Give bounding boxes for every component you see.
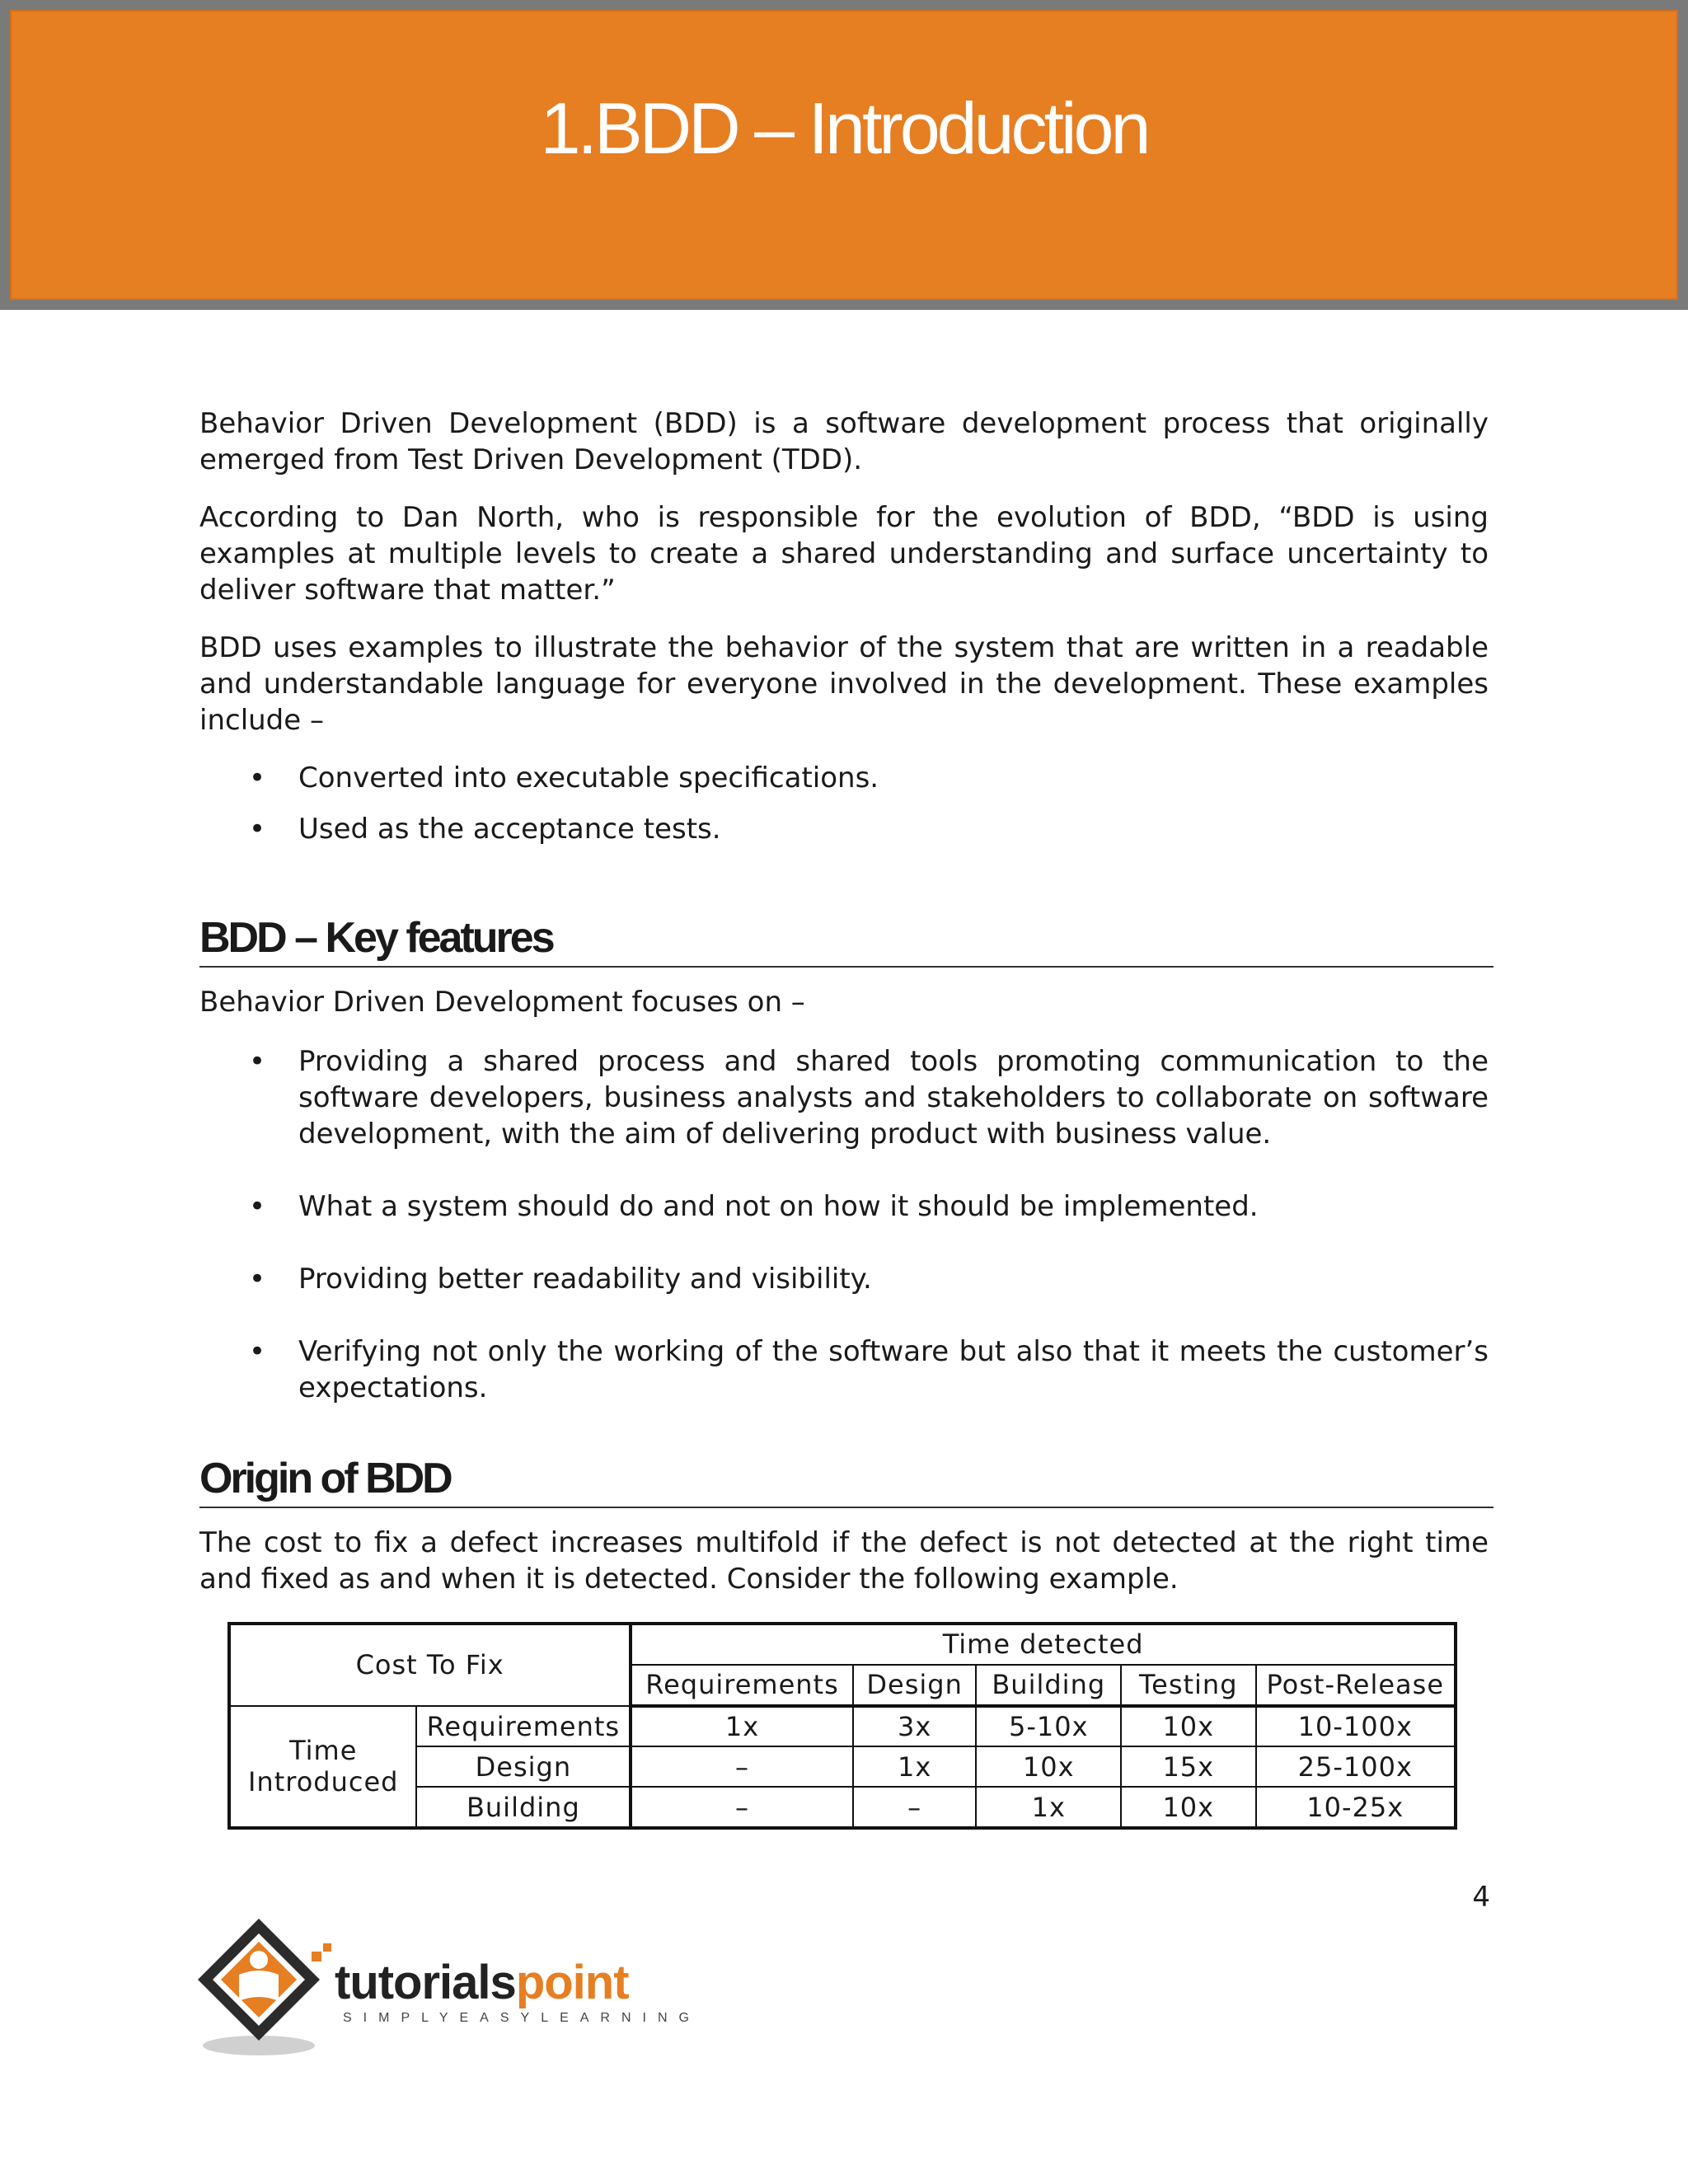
- logo-tagline: SIMPLYEASYLEARNING: [343, 2011, 701, 2025]
- table-cell: 1x: [853, 1746, 977, 1787]
- table-cell: 15x: [1121, 1746, 1255, 1787]
- cost-to-fix-table: [227, 1622, 1457, 1830]
- table-corner-cell: Cost To Fix: [229, 1624, 631, 1706]
- column-header: Design: [853, 1665, 977, 1706]
- bullet-icon: •: [249, 813, 266, 846]
- section-heading-key-features: BDD – Key features: [199, 913, 1493, 968]
- list-item-text: What a system should do and not on how it should be implemented.: [298, 1190, 1259, 1223]
- logo-text-dark: tutorials: [335, 1956, 516, 2009]
- intro-paragraph-1: Behavior Driven Development (BDD) is a software development process that originally emerged from Test Driven Development (TDD).: [199, 407, 1489, 476]
- bullet-icon: •: [249, 1045, 266, 1078]
- row-header: Requirements: [416, 1706, 631, 1747]
- list-item: [199, 1188, 1489, 1225]
- tutorialspoint-logo: [196, 1912, 701, 2060]
- intro-paragraph-3: BDD uses examples to illustrate the behavior of the system that are written in a readable and understandable language for everyone involved in the development. These examples include –: [199, 631, 1489, 737]
- list-item: [199, 811, 1489, 847]
- table-cell: –: [631, 1746, 853, 1787]
- list-item-text: Providing better readability and visibility.: [298, 1263, 872, 1296]
- table-cell: 1x: [631, 1706, 853, 1747]
- table-cell: 10-100x: [1256, 1706, 1456, 1747]
- page-number: 4: [1472, 1881, 1490, 1914]
- list-item-text: Verifying not only the working of the software but also that it meets the customer’s expectations.: [298, 1335, 1489, 1404]
- table-cell: 3x: [853, 1706, 977, 1747]
- bullet-icon: •: [249, 762, 266, 794]
- table-header-row: [229, 1624, 1456, 1665]
- column-header: Building: [976, 1665, 1121, 1706]
- table-cell: 5-10x: [976, 1706, 1121, 1747]
- column-header: Testing: [1121, 1665, 1255, 1706]
- chapter-banner-fill: [10, 10, 1678, 300]
- section-heading-origin: Origin of BDD: [199, 1454, 1493, 1508]
- list-item: [199, 1043, 1489, 1152]
- table-cell: 1x: [976, 1787, 1121, 1828]
- list-item-text: Providing a shared process and shared tools promoting communication to the software developers, business analysts and stakeholders to collaborate on software development, with the aim of delivering product with business value.: [298, 1045, 1489, 1151]
- logo-emblem-icon: [196, 1912, 336, 2060]
- intro-paragraph-2: According to Dan North, who is responsible for the evolution of BDD, “BDD is using examples at multiple levels to create a shared understanding and surface uncertainty to deliver software that matter.”: [199, 501, 1489, 607]
- list-item: [199, 1261, 1489, 1297]
- column-header: Requirements: [631, 1665, 853, 1706]
- table-cell: 10x: [1121, 1706, 1255, 1747]
- logo-text-accent: point: [515, 1956, 629, 2009]
- origin-paragraph: The cost to fix a defect increases multifold if the defect is not detected at the right time and fixed as and when it is detected. Consider the following example.: [199, 1526, 1489, 1596]
- table-cell: 10-25x: [1256, 1787, 1456, 1828]
- logo-wordmark: [335, 1955, 629, 2010]
- table-cell: 10x: [1121, 1787, 1255, 1828]
- bullet-icon: •: [249, 1190, 266, 1223]
- bullet-icon: •: [249, 1335, 266, 1368]
- list-item: [199, 1333, 1489, 1406]
- row-group-header: Time Introduced: [229, 1706, 416, 1828]
- table-cell: 10x: [976, 1746, 1121, 1787]
- chapter-banner: [0, 0, 1688, 310]
- row-header: Building: [416, 1787, 631, 1828]
- table-cell: 25-100x: [1256, 1746, 1456, 1787]
- table-cell: –: [631, 1787, 853, 1828]
- table-row: [229, 1706, 1456, 1747]
- table-cell: –: [853, 1787, 977, 1828]
- chapter-title: 1.BDD – Introduction: [540, 87, 1148, 169]
- key-features-lead: Behavior Driven Development focuses on –: [199, 986, 805, 1019]
- column-header: Post-Release: [1256, 1665, 1456, 1706]
- list-item: [199, 760, 1489, 796]
- list-item-text: Used as the acceptance tests.: [298, 813, 721, 846]
- key-features-bullet-list: [199, 1043, 1489, 1406]
- list-item-text: Converted into executable specifications.: [298, 762, 879, 794]
- bullet-icon: •: [249, 1263, 266, 1296]
- row-header: Design: [416, 1746, 631, 1787]
- intro-bullet-list: [199, 760, 1489, 847]
- column-group-header: Time detected: [631, 1624, 1456, 1665]
